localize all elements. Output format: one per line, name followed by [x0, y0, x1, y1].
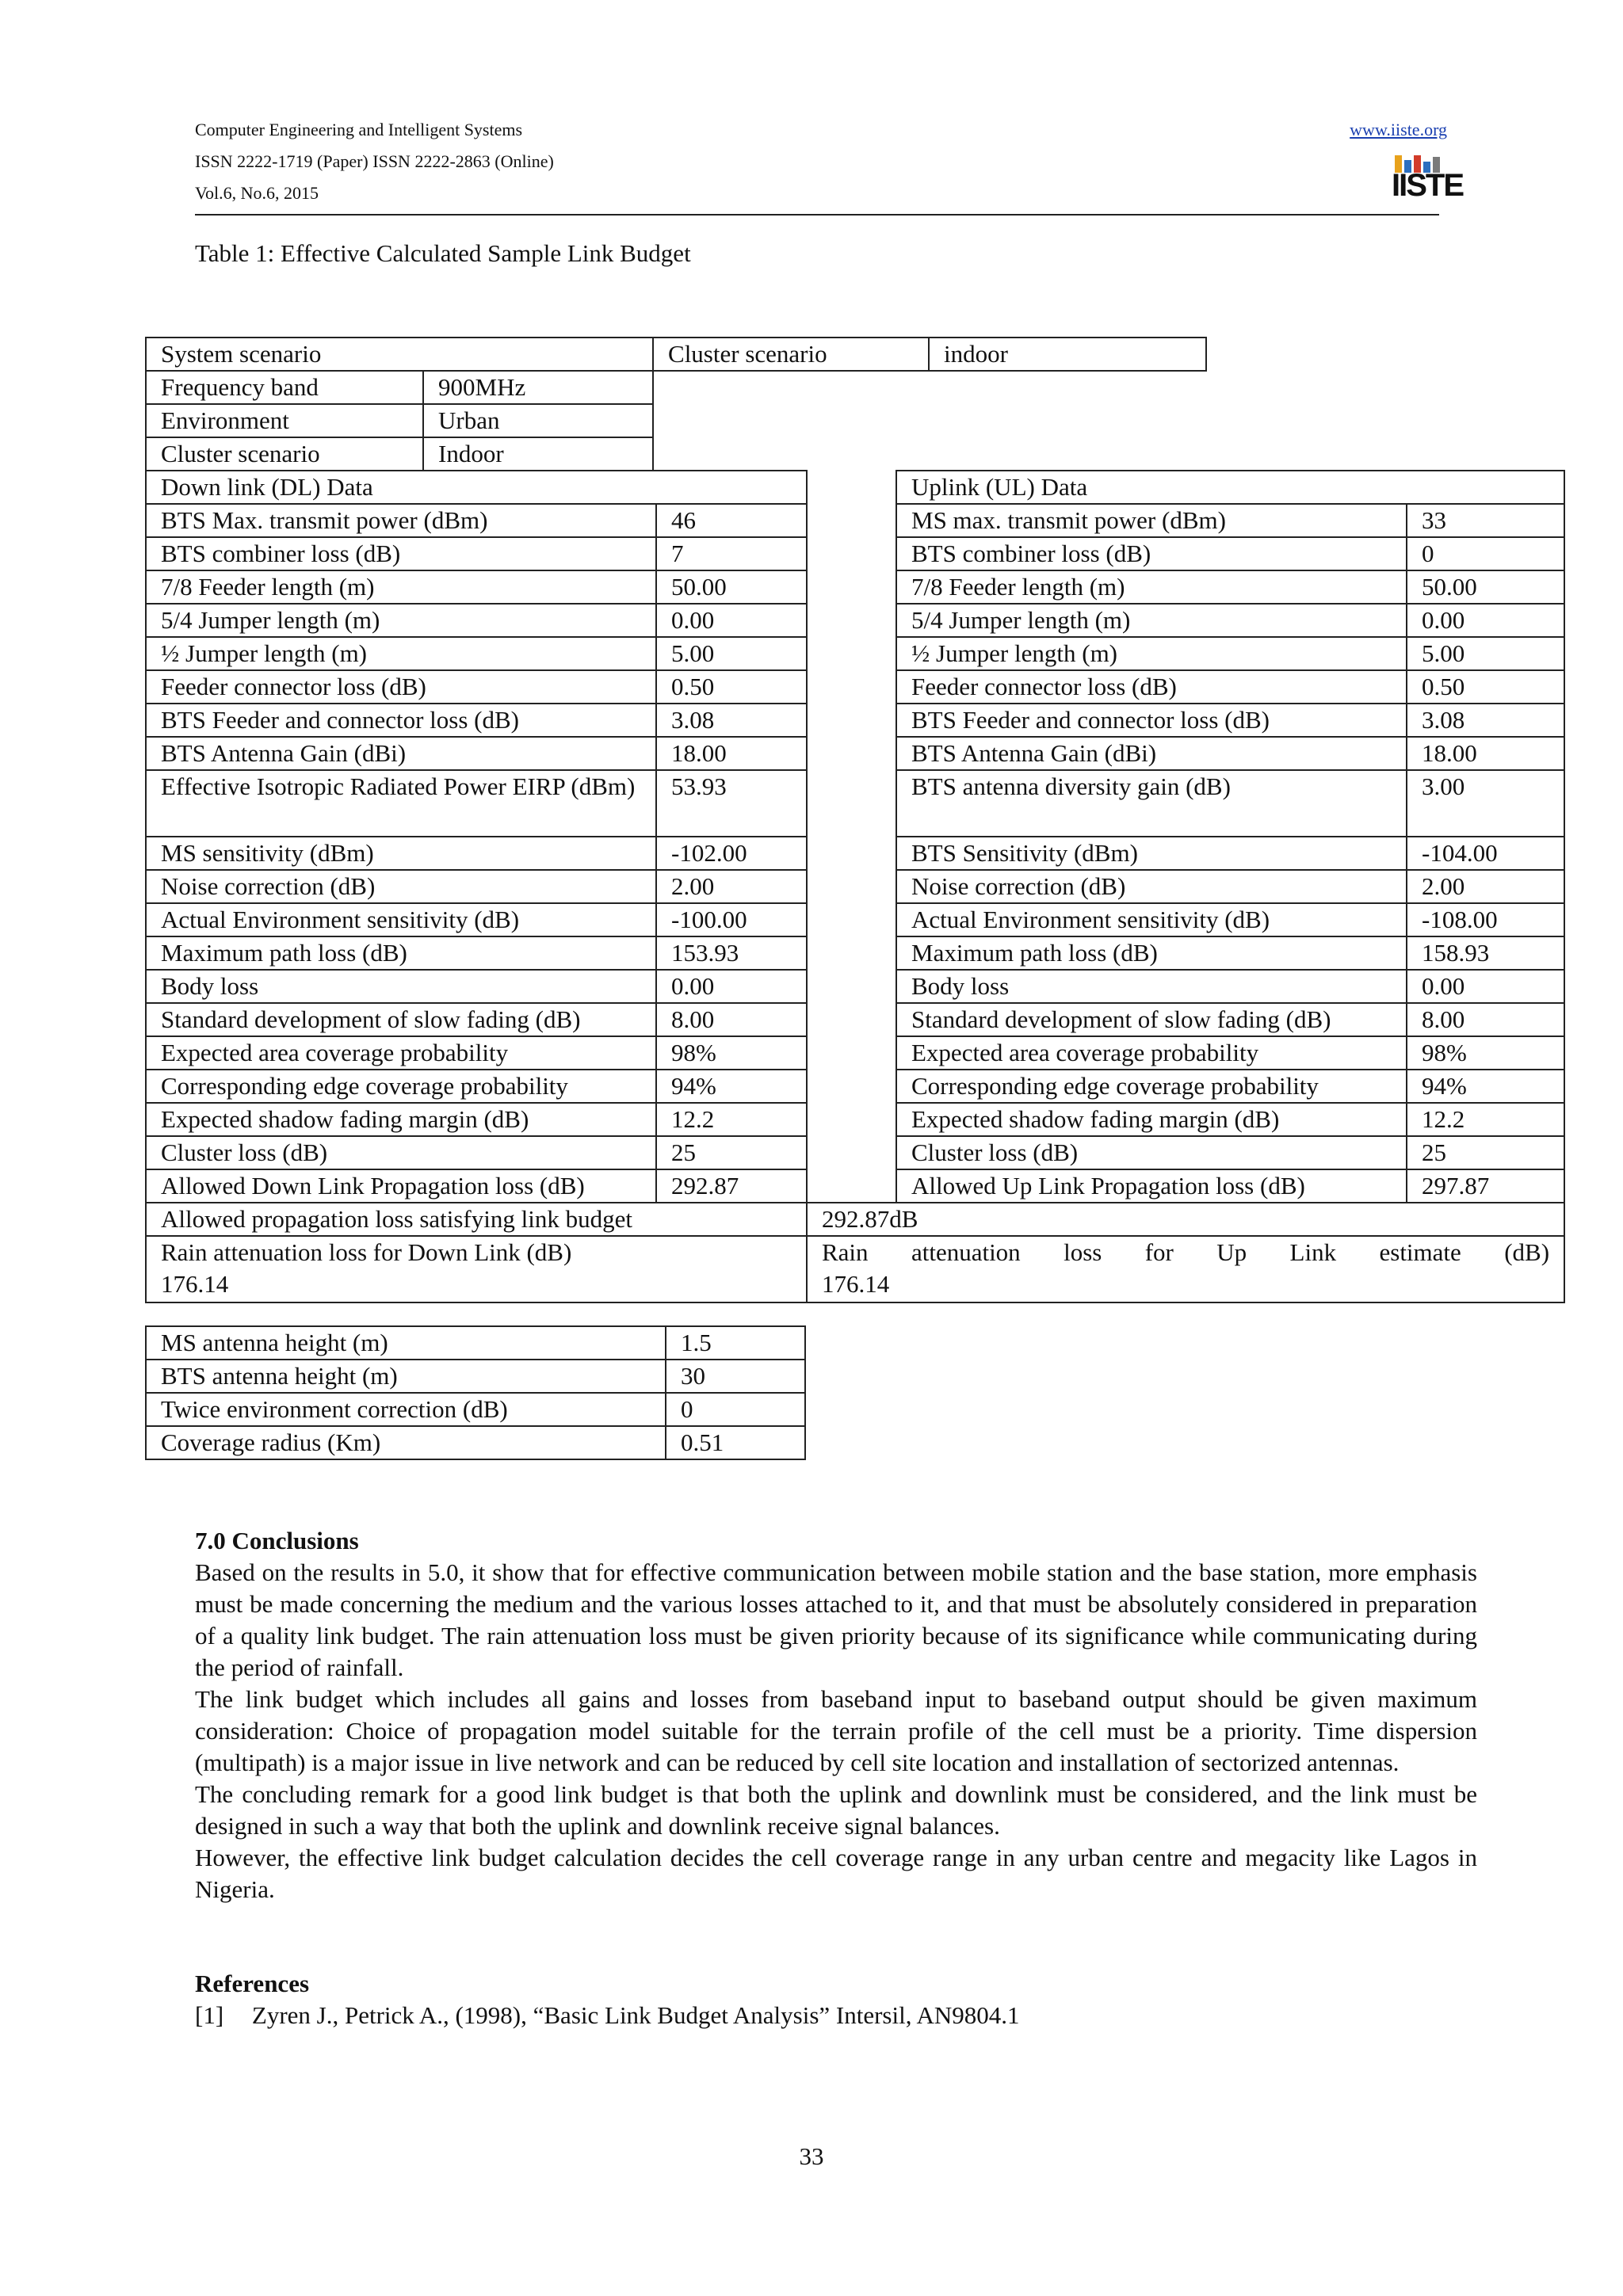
- ul-label: Expected shadow fading margin (dB): [896, 1103, 1407, 1136]
- dl-label: BTS Max. transmit power (dBm): [146, 504, 656, 537]
- reference-number: [1]: [195, 2001, 224, 2029]
- cluster-value: Indoor: [423, 437, 653, 471]
- system-scenario-label: System scenario: [146, 338, 653, 371]
- ul-value: 94%: [1407, 1070, 1564, 1103]
- reference-item: [195, 2000, 1020, 2031]
- gap-cell: [807, 670, 896, 704]
- coverage-row: [146, 1360, 805, 1393]
- budget-row: [146, 1136, 1564, 1169]
- coverage-label: Coverage radius (Km): [146, 1426, 666, 1459]
- budget-row: [146, 637, 1564, 670]
- ul-value: -108.00: [1407, 903, 1564, 936]
- ul-value: 25: [1407, 1136, 1564, 1169]
- conclusion-paragraph: The concluding remark for a good link budget is that both the uplink and downlink must be considered, and the link must be designed in such a way that both the uplink and downlink receive signal balances.: [195, 1780, 1477, 1840]
- gap-cell: [807, 1070, 896, 1103]
- link-budget-table: [145, 470, 1565, 1303]
- gap-cell: [807, 1003, 896, 1036]
- table-caption: Table 1: Effective Calculated Sample Link Budget: [195, 239, 691, 267]
- ul-label: Allowed Up Link Propagation loss (dB): [896, 1169, 1407, 1203]
- ul-label: BTS antenna diversity gain (dB): [896, 770, 1407, 837]
- dl-value: 18.00: [656, 737, 807, 770]
- allowed-loss-value: 292.87dB: [807, 1203, 1564, 1236]
- conclusion-paragraph: However, the effective link budget calculation decides the cell coverage range in any urban centre and megacity like Lagos in Nigeria.: [195, 1844, 1477, 1903]
- iiste-logo: [1392, 147, 1464, 204]
- ul-label: Maximum path loss (dB): [896, 936, 1407, 970]
- rain-ul-value: 176.14: [822, 1270, 890, 1298]
- dl-value: 94%: [656, 1070, 807, 1103]
- budget-row: [146, 1169, 1564, 1203]
- dl-label: Effective Isotropic Radiated Power EIRP (dBm): [146, 770, 656, 837]
- frequency-band-value: 900MHz: [423, 371, 653, 404]
- ul-value: 0.50: [1407, 670, 1564, 704]
- budget-row: [146, 903, 1564, 936]
- rain-dl-label: Rain attenuation loss for Down Link (dB): [161, 1238, 572, 1266]
- scenario-table: [145, 337, 1207, 471]
- dl-label: Noise correction (dB): [146, 870, 656, 903]
- rain-ul-word: loss: [1064, 1238, 1102, 1266]
- dl-label: 5/4 Jumper length (m): [146, 604, 656, 637]
- budget-row: [146, 570, 1564, 604]
- conclusion-paragraph: Based on the results in 5.0, it show that for effective communication between mobile station and the base station, more emphasis must be made concerning the medium and the various losses attached to it, and that must be absolutely considered in preparation of a quality link budget. The rain attenuation loss must be given priority because of its significance while communicating during the period of rainfall.: [195, 1558, 1477, 1681]
- coverage-label: Twice environment correction (dB): [146, 1393, 666, 1426]
- coverage-row: [146, 1326, 805, 1360]
- gap-cell: [807, 1036, 896, 1070]
- dl-label: Maximum path loss (dB): [146, 936, 656, 970]
- ul-value: 12.2: [1407, 1103, 1564, 1136]
- ul-value: 0.00: [1407, 604, 1564, 637]
- ul-value: 297.87: [1407, 1169, 1564, 1203]
- ul-label: BTS combiner loss (dB): [896, 537, 1407, 570]
- cluster-scenario-label: Cluster scenario: [653, 338, 929, 371]
- ul-value: 50.00: [1407, 570, 1564, 604]
- environment-value: Urban: [423, 404, 653, 437]
- budget-row: [146, 970, 1564, 1003]
- dl-label: 7/8 Feeder length (m): [146, 570, 656, 604]
- dl-label: Feeder connector loss (dB): [146, 670, 656, 704]
- budget-row: [146, 670, 1564, 704]
- ul-label: Feeder connector loss (dB): [896, 670, 1407, 704]
- ul-label: Body loss: [896, 970, 1407, 1003]
- budget-row: [146, 537, 1564, 570]
- gap-cell: [807, 537, 896, 570]
- dl-label: Actual Environment sensitivity (dB): [146, 903, 656, 936]
- dl-value: 153.93: [656, 936, 807, 970]
- budget-row: [146, 504, 1564, 537]
- ul-label: 7/8 Feeder length (m): [896, 570, 1407, 604]
- conclusions-heading: 7.0 Conclusions: [195, 1527, 359, 1554]
- conclusion-paragraph: The link budget which includes all gains and losses from baseband input to baseband output should be given maximum consideration: Choice of propagation model suitable for the terrain profile of the cell must be a priority. Time dispersion (multipath) is a major issue in live network and can be reduced by cell site location and installation of sectorized antennas.: [195, 1685, 1477, 1776]
- cluster-scenario-value: indoor: [929, 338, 1206, 371]
- ul-value: 3.08: [1407, 704, 1564, 737]
- ul-value: 98%: [1407, 1036, 1564, 1070]
- coverage-value: 0.51: [666, 1426, 805, 1459]
- rain-dl-value: 176.14: [161, 1270, 229, 1298]
- budget-row: [146, 737, 1564, 770]
- dl-value: 8.00: [656, 1003, 807, 1036]
- dl-value: 12.2: [656, 1103, 807, 1136]
- dl-label: Corresponding edge coverage probability: [146, 1070, 656, 1103]
- dl-value: 7: [656, 537, 807, 570]
- dl-value: 0.00: [656, 604, 807, 637]
- gap-cell: [807, 870, 896, 903]
- ul-label: ½ Jumper length (m): [896, 637, 1407, 670]
- dl-label: Standard development of slow fading (dB): [146, 1003, 656, 1036]
- budget-row: [146, 1036, 1564, 1070]
- ul-label: Noise correction (dB): [896, 870, 1407, 903]
- dl-value: 53.93: [656, 770, 807, 837]
- coverage-row: [146, 1426, 805, 1459]
- volume-line: Vol.6, No.6, 2015: [195, 183, 319, 203]
- budget-row: [146, 604, 1564, 637]
- gap-cell: [807, 704, 896, 737]
- ul-value: 0.00: [1407, 970, 1564, 1003]
- rain-ul-word: Up: [1216, 1238, 1247, 1266]
- website-link[interactable]: www.iiste.org: [1350, 120, 1447, 139]
- dl-label: Cluster loss (dB): [146, 1136, 656, 1169]
- dl-value: 50.00: [656, 570, 807, 604]
- coverage-table: [145, 1325, 806, 1460]
- coverage-value: 30: [666, 1360, 805, 1393]
- dl-value: 292.87: [656, 1169, 807, 1203]
- rain-dl-cell: [146, 1236, 807, 1302]
- gap-cell: [807, 970, 896, 1003]
- ul-label: Standard development of slow fading (dB): [896, 1003, 1407, 1036]
- header-rule: [195, 214, 1439, 215]
- dl-value: 2.00: [656, 870, 807, 903]
- references-heading: References: [195, 1970, 310, 1997]
- dl-label: BTS combiner loss (dB): [146, 537, 656, 570]
- coverage-row: [146, 1393, 805, 1426]
- rain-ul-label: [822, 1237, 1564, 1268]
- rain-ul-word: (dB): [1504, 1238, 1550, 1266]
- dl-value: 46: [656, 504, 807, 537]
- gap-cell: [807, 570, 896, 604]
- gap-cell: [807, 471, 896, 504]
- ul-value: 158.93: [1407, 936, 1564, 970]
- dl-label: BTS Antenna Gain (dBi): [146, 737, 656, 770]
- ul-label: 5/4 Jumper length (m): [896, 604, 1407, 637]
- gap-cell: [807, 837, 896, 870]
- rain-ul-cell: [807, 1236, 1564, 1302]
- gap-cell: [807, 936, 896, 970]
- budget-row: [146, 1070, 1564, 1103]
- budget-row: [146, 704, 1564, 737]
- dl-value: 98%: [656, 1036, 807, 1070]
- frequency-band-label: Frequency band: [146, 371, 423, 404]
- gap-cell: [807, 1136, 896, 1169]
- ul-value: 18.00: [1407, 737, 1564, 770]
- ul-label: BTS Feeder and connector loss (dB): [896, 704, 1407, 737]
- rain-ul-word: for: [1144, 1238, 1174, 1266]
- budget-row: [146, 837, 1564, 870]
- rain-ul-word: Link: [1289, 1238, 1337, 1266]
- gap-cell: [807, 737, 896, 770]
- gap-cell: [807, 770, 896, 837]
- dl-label: BTS Feeder and connector loss (dB): [146, 704, 656, 737]
- dl-label: MS sensitivity (dBm): [146, 837, 656, 870]
- gap-cell: [807, 637, 896, 670]
- ul-header: Uplink (UL) Data: [896, 471, 1564, 504]
- gap-cell: [807, 504, 896, 537]
- gap-cell: [807, 1103, 896, 1136]
- ul-value: 8.00: [1407, 1003, 1564, 1036]
- dl-value: 0.00: [656, 970, 807, 1003]
- budget-row: [146, 936, 1564, 970]
- journal-name: Computer Engineering and Intelligent Systems: [195, 120, 523, 139]
- issn-line: ISSN 2222-1719 (Paper) ISSN 2222-2863 (Online): [195, 151, 554, 171]
- coverage-label: MS antenna height (m): [146, 1326, 666, 1360]
- dl-label: ½ Jumper length (m): [146, 637, 656, 670]
- dl-label: Expected shadow fading margin (dB): [146, 1103, 656, 1136]
- ul-value: 33: [1407, 504, 1564, 537]
- ul-label: BTS Sensitivity (dBm): [896, 837, 1407, 870]
- cluster-label: Cluster scenario: [146, 437, 423, 471]
- ul-value: 5.00: [1407, 637, 1564, 670]
- rain-ul-word: attenuation: [911, 1238, 1021, 1266]
- dl-label: Allowed Down Link Propagation loss (dB): [146, 1169, 656, 1203]
- budget-row: [146, 770, 1564, 837]
- ul-value: -104.00: [1407, 837, 1564, 870]
- dl-value: -102.00: [656, 837, 807, 870]
- dl-header: Down link (DL) Data: [146, 471, 807, 504]
- coverage-value: 1.5: [666, 1326, 805, 1360]
- allowed-loss-label: Allowed propagation loss satisfying link budget: [146, 1203, 807, 1236]
- ul-label: Corresponding edge coverage probability: [896, 1070, 1407, 1103]
- dl-value: 25: [656, 1136, 807, 1169]
- coverage-label: BTS antenna height (m): [146, 1360, 666, 1393]
- gap-cell: [807, 604, 896, 637]
- coverage-value: 0: [666, 1393, 805, 1426]
- dl-value: -100.00: [656, 903, 807, 936]
- dl-value: 5.00: [656, 637, 807, 670]
- rain-ul-word: Rain: [822, 1238, 869, 1266]
- gap-cell: [807, 903, 896, 936]
- references-section: [195, 1968, 1020, 2031]
- conclusions-section: [195, 1525, 1477, 1905]
- ul-label: BTS Antenna Gain (dBi): [896, 737, 1407, 770]
- ul-value: 3.00: [1407, 770, 1564, 837]
- reference-text: Zyren J., Petrick A., (1998), “Basic Link Budget Analysis” Intersil, AN9804.1: [251, 2001, 1020, 2029]
- dl-value: 3.08: [656, 704, 807, 737]
- ul-label: Actual Environment sensitivity (dB): [896, 903, 1407, 936]
- ul-label: MS max. transmit power (dBm): [896, 504, 1407, 537]
- ul-label: Expected area coverage probability: [896, 1036, 1407, 1070]
- dl-value: 0.50: [656, 670, 807, 704]
- dl-label: Body loss: [146, 970, 656, 1003]
- budget-row: [146, 870, 1564, 903]
- logo-wordmark: IISTE: [1392, 168, 1464, 203]
- rain-ul-word: estimate: [1379, 1238, 1461, 1266]
- budget-row: [146, 1003, 1564, 1036]
- ul-value: 0: [1407, 537, 1564, 570]
- budget-row: [146, 1103, 1564, 1136]
- environment-label: Environment: [146, 404, 423, 437]
- dl-label: Expected area coverage probability: [146, 1036, 656, 1070]
- ul-value: 2.00: [1407, 870, 1564, 903]
- ul-label: Cluster loss (dB): [896, 1136, 1407, 1169]
- page-number: 33: [799, 2142, 824, 2170]
- gap-cell: [807, 1169, 896, 1203]
